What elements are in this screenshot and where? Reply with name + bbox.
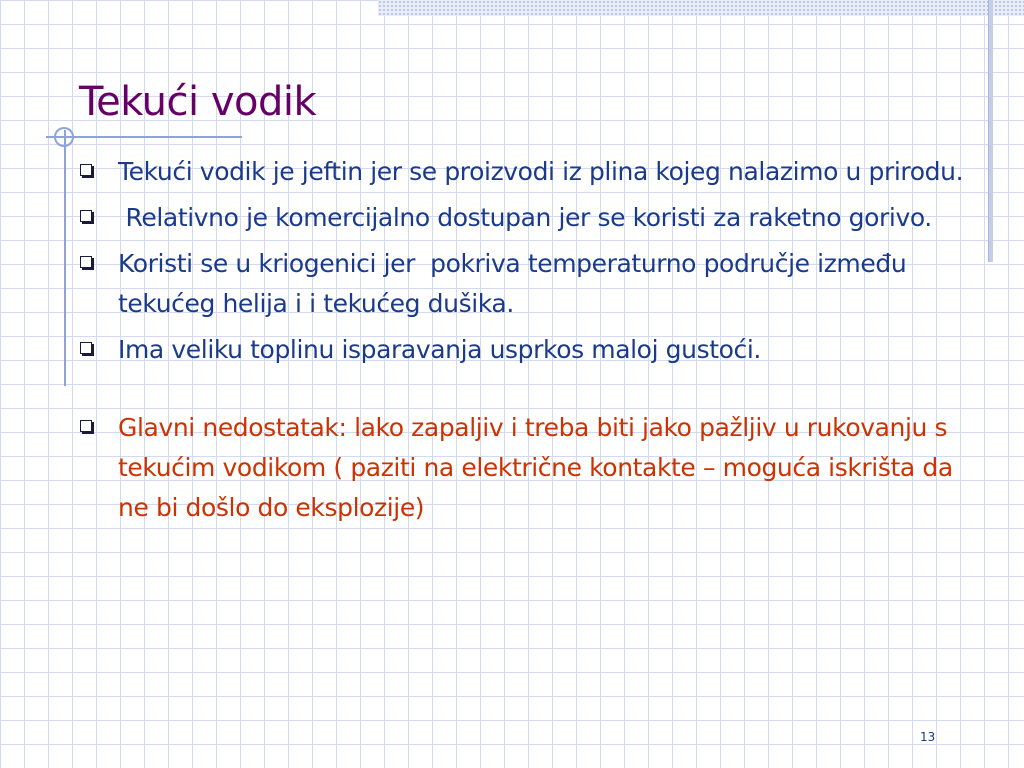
bullet-text: Ima veliku toplinu isparavanja usprkos maloj gustoći. — [118, 335, 761, 364]
bullet-text: Glavni nedostatak: lako zapaljiv i treba biti jako pažljiv u rukovanju s tekućim vodikom ( paziti na električne kontakte – moguća iskrišta da ne bi došlo do eksplozije) — [118, 413, 953, 522]
bullet-item — [80, 152, 990, 192]
bullet-item-warning — [80, 408, 990, 528]
slide-title: Tekući vodik — [79, 79, 317, 125]
bullet-text: Relativno je komercijalno dostupan jer se koristi za raketno gorivo. — [118, 203, 932, 232]
hollow-square-bullet-icon — [80, 256, 92, 268]
bullet-text: Tekući vodik je jeftin jer se proizvodi iz plina kojeg nalazimo u prirodu. — [118, 157, 964, 186]
bullet-item — [80, 198, 990, 238]
hollow-square-bullet-icon — [80, 420, 92, 432]
decorative-vertical-rule — [64, 130, 66, 386]
decorative-crosshair-ring — [54, 127, 74, 147]
hollow-square-bullet-icon — [80, 342, 92, 354]
decorative-title-rule — [46, 136, 242, 138]
hollow-square-bullet-icon — [80, 164, 92, 176]
bullet-item — [80, 330, 990, 370]
hollow-square-bullet-icon — [80, 210, 92, 222]
decorative-top-band — [378, 0, 1024, 16]
bullet-item — [80, 244, 990, 324]
bullet-list — [80, 152, 990, 528]
page-number: 13 — [920, 730, 936, 744]
bullet-text: Koristi se u kriogenici jer pokriva temperaturno područje između tekućeg helija i i tekućeg dušika. — [118, 249, 914, 318]
